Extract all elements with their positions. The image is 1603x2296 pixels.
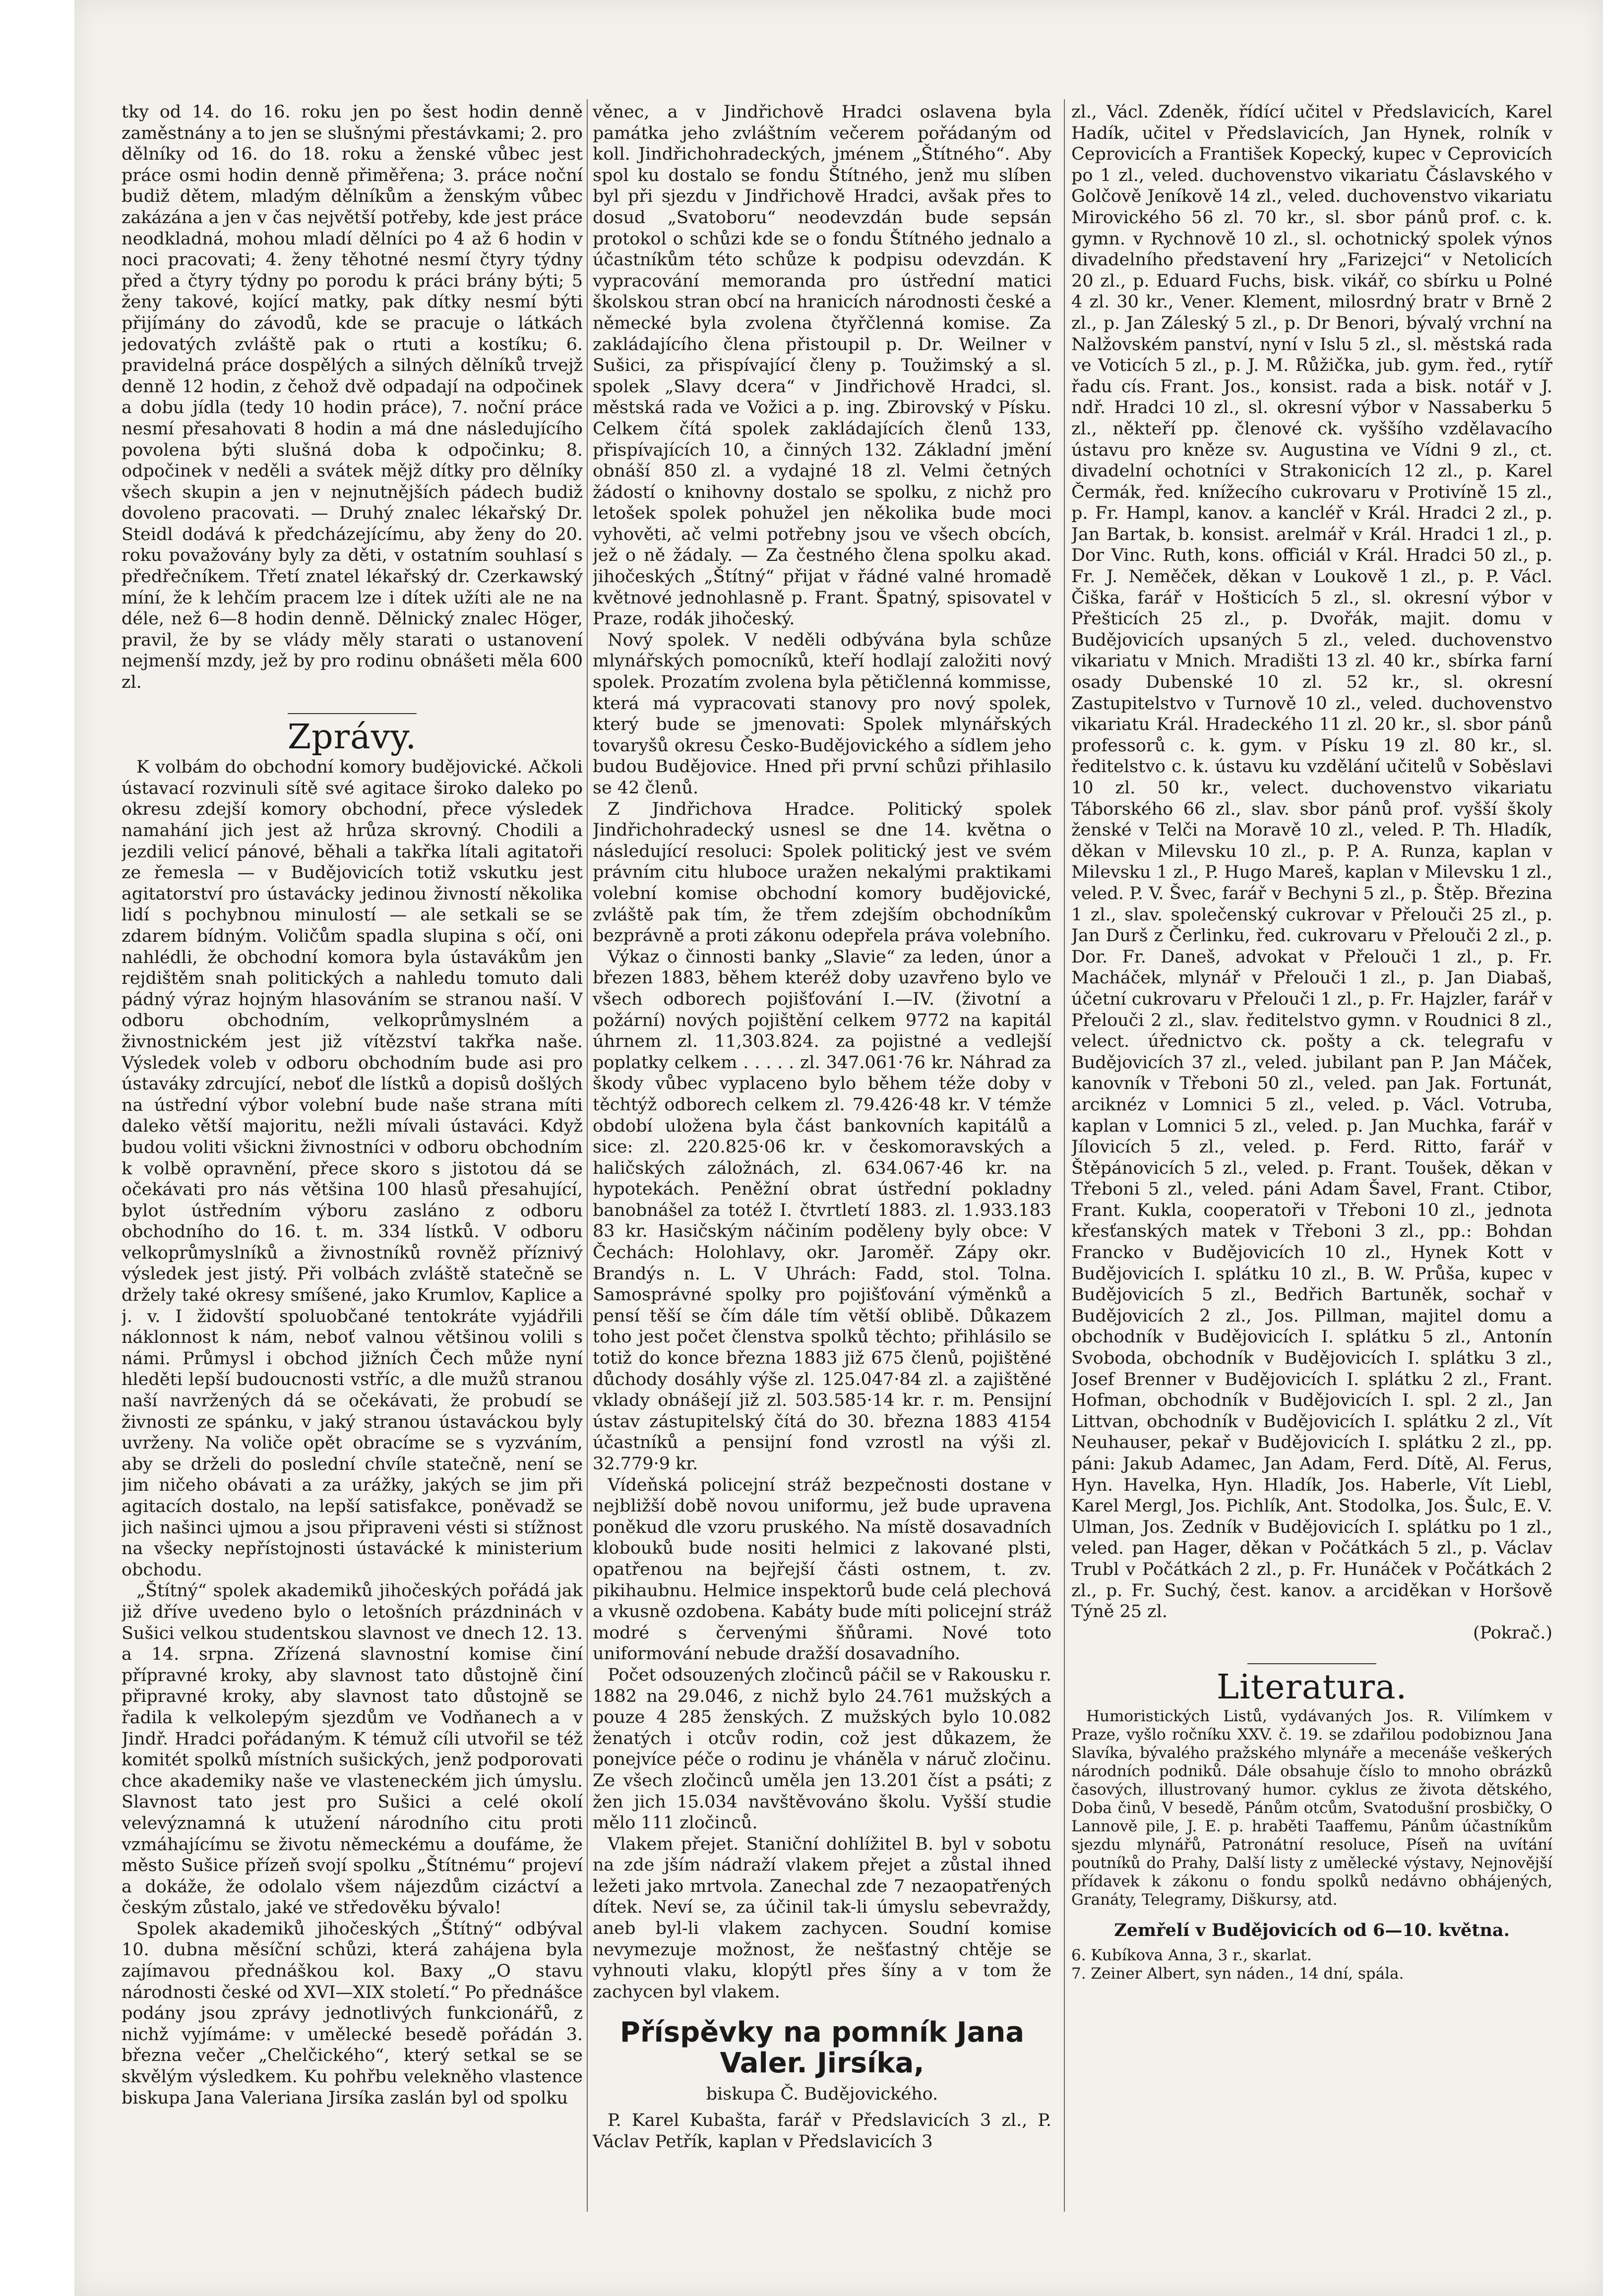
article-paragraph: Humoristických Listů, vydávaných Jos. R. Vilímkem v Praze, vyšlo ročníku XXV. č. 19. se zdařilou podobiznou Jana Slavíka, bývalého pražského mlynáře a mecenáše veškerých národních podniků. Dále obsahuje číslo to mnoho obrázků časových, illustrovaný humor. cyklus ze života dětského, Doba činů, V besedě, Pánům otcům, Svatodušní prosbičky, O Lannově pile, J. E. p. hraběti Taaffemu, Pánům účastníkům sjezdu mlynářů, Patronátní resoluce, Píseň na uvítání poutníků do Prahy, Další listy z umělecké výstavy, Nejnovější přídavek k zákonu o fondu spolků nedávno obhájených, Granáty, Telegramy, Diškursy, atd. bbox=[1071, 1707, 1552, 1909]
death-entry: 6. Kubíkova Anna, 3 r., skarlat. bbox=[1071, 1946, 1312, 1964]
article-paragraph: Z Jindřichova Hradce. Politický spolek Jindřichohradecký usnesl se dne 14. května o následující resoluci: Spolek politický jest ve svém právním citu hluboce uražen nekalými praktikami volební komise obchodní komory budějovické, zvláště pak tím, že třem zdejším obchodníkům bezprávně a proti zákonu odepřela práva volebního. bbox=[593, 799, 1051, 946]
article-paragraph: Počet odsouzených zločinců páčil se v Rakousku r. 1882 na 29.046, z nichž bylo 24.761 mužských a pouze 4 285 ženských. Z mužských bylo 10.082 ženatých i otcův rodin, což jest důkazem, že ponejvíce péče o rodinu je vháněla v náruč zločinu. Ze všech zločinců uměla jen 13.201 číst a psáti; z žen jich 15.034 navštěvováno školu. Vyšší studie mělo 111 zločinců. bbox=[593, 1665, 1051, 1833]
column-middle bbox=[593, 102, 1051, 2214]
article-paragraph: „Štítný“ spolek akademiků jihočeských pořádá jak již dříve uvedeno bylo o letošních prázdninách v Sušici velkou studentskou slavnost ve dnech 12. 13. a 14. srpna. Zřízená slavnostní komise činí přípravné kroky, aby slavnost tato důstojně činí připravné kroky, aby slavnost tato důstojně se řadila k velkolepým sjezdům ve Vodňanech a v Jindř. Hradci pořádaným. K témuž cíli utvořil se též komitét spolků místních sušických, jenž podporovati chce akademiky naše ve vlasteneckém jich úmyslu. Slavnost tato jest pro Sušici a celé okolí velevýznamná k utužení národního citu proti vzmáhajícímu se životu německému a doufáme, že město Sušice přízeň svojí spolku „Štítnému“ projeví a dokáže, že odolalo všem nájezdům cizáctví a českým zůstalo, jaké ve středověku bývalo! bbox=[122, 1581, 583, 1918]
divider bbox=[1247, 1663, 1376, 1664]
column-divider bbox=[587, 99, 588, 2212]
donations-subheading: biskupa Č. Budějovického. bbox=[706, 2084, 938, 2105]
article-paragraph: P. Karel Kubašta, farář v Předslavicích 3 zl., P. Václav Petřík, kaplan v Předslavicích 3 bbox=[593, 2111, 1051, 2152]
continuation-note: (Pokrač.) bbox=[1473, 1623, 1552, 1643]
article-paragraph: tky od 14. do 16. roku jen po šest hodin denně zaměstnány a to jen se slušnými přestávkami; 2. pro dělníky od 16. do 18. roku a ženské vůbec jest práce osmi hodin denně přiměřena; 3. práce noční budiž dětem, mladým dělníkům a ženským vůbec zakázána a jen v čas největší potřeby, kde jest práce neodkladná, mohou mladí dělníci po 4 až 6 hodin v noci pracovati; 4. ženy těhotné nesmí čtyry týdny před a čtyry týdny po porodu k práci brány býti; 5 ženy takové, kojící matky, pak dítky nesmí býti přijímány do závodů, kde se pracuje o látkách jedovatých zvláště pak o rtuti a kostíku; 6. pravidelná práce dospělých a silných dělníků trvejž denně 12 hodin, z čehož dvě odpadají na odpočinek a dobu jídla (tedy 10 hodin práce), 7. noční práce nesmí přesahovati 8 hodin a má dne následujícího povolena býti slušná doba k odpočinku; 8. odpočinek v neděli a svátek mějž dítky pro dělníky všech skupin a jen v nejnutnějších pádech budiž dovoleno pracovati. — Druhý znalec lékařský Dr. Steidl dodává k předcházejícímu, aby ženy do 20. roku považovány byly za děti, v ostatním souhlasí s předřečníkem. Třetí znatel lékařský dr. Czerkawský míní, že k lehčím pracem lze i dítek užíti ale ne na déle, než 6—8 hodin denně. Dělnický znalec Höger, pravil, že by se vlády měly starati o ustanovení nejmenší mzdy, jež by pro rodinu obnášeti měla 600 zl. bbox=[122, 102, 583, 693]
article-paragraph: Spolek akademiků jihočeských „Štítný“ odbýval 10. dubna měsíční schůzi, která zahájena byla zajímavou přednáškou kol. Baxy „O stavu národnosti české od XVI—XIX století.“ Po přednášce podány jsou zprávy jednotlivých funkcionářů, z nichž vyjímáme: v umělecké besedě pořádán 3. března večer „Chelčického“, který setkal se se skvělým výsledkem. Ku pohřbu velekněho vlastence biskupa Jana Valeriana Jirsíka zaslán byl od spolku bbox=[122, 1919, 583, 2108]
section-title: Literatura. bbox=[1216, 1668, 1408, 1707]
column-right bbox=[1071, 102, 1552, 2214]
divider bbox=[288, 713, 417, 714]
article-paragraph: Vlakem přejet. Staniční dohlížitel B. byl v sobotu na zde jším nádraží vlakem přejet a zůstal ihned ležeti jako mrtvola. Zanechal zde 7 nezaopatřených dítek. Neví se, za účinil tak-li úmyslu sebevraždy, aneb byl-li vlakem zachycen. Soudní komise nevymezuje možnost, že nešťastný chtěje se vyhnouti vlaku, klopýtl přes šíny a v tom že zachycen byl vlakem. bbox=[593, 1834, 1051, 2002]
section-title: Zprávy. bbox=[287, 717, 417, 757]
donations-heading: Příspěvky na pomník Jana Valer. Jirsíka, bbox=[619, 2016, 1025, 2080]
article-paragraph: Výkaz o činnosti banky „Slavie“ za leden, únor a březen 1883, během kteréž doby uzavřeno bylo ve všech odborech pojišťování I.—IV. (životní a požární) nových pojištění celkem 9772 na kapitál úhrnem zl. 11,303.824. za pojistné a vedlejší poplatky celkem . . . . . zl. 347.061·76 kr. Náhrad za škody vůbec vyplaceno bylo během téže doby v těchtýž odborech celkem zl. 79.426·48 kr. V témže období uložena byla část bankovních kapitálů a sice: zl. 220.825·06 kr. v českomoravských a haličských záložnách, zl. 634.067·46 kr. na hypotekách. Peněžní obrat ústřední pokladny banobnášel za totéž I. čtvrtletí 1883. zl. 1.933.183 83 kr. Hasičským náčiním poděleny byly obce: V Čechách: Holohlavy, okr. Jaroměř. Zápy okr. Brandýs n. L. V Uhrách: Fadd, stol. Tolna. Samosprávné spolky pro pojišťování výměnků a pensí těší se čím dále tím větší oblibě. Důkazem toho jest počet členstva spolků těchto; přihlásilo se totiž do konce března 1883 již 675 členů, pojištěné důchody dosáhly výše zl. 125.047·84 zl. a zajištěné vklady obnášejí již zl. 503.585·14 kr. r. m. Pensijní ústav zástupitelský čítá do 30. března 1883 4154 účastníků a pensijní fond vzrostl na výši zl. 32.779·9 kr. bbox=[593, 947, 1051, 1474]
article-paragraph: věnec, a v Jindřichově Hradci oslavena byla památka jeho zvláštním večerem pořádaným od koll. Jindřichohradeckých, jménem „Štítného“. Aby spol ku dostalo se fondu Štítného, jenž mu slíben byl při sjezdu v Jindřichově Hradci, avšak přes to dosud „Svatoboru“ neodevzdán bude sepsán protokol o schůzi kde se o fondu Štítného jednalo a účastníkům této schůze k podpisu odevzdán. K vypracování memoranda pro ústřední matici školskou stran obcí na hranicích národnosti české a německé byla zvolena čtyřčlenná komise. Za zakládajícího člena přistoupil p. Dr. Weilner v Sušici, za přispívající členy p. Toužimský a sl. spolek „Slavy dcera“ v Jindřichově Hradci, sl. městská rada ve Vožici a p. ing. Zbirovský v Písku. Celkem čítá spolek zakládajících členů 133, přispívajících 10, a činných 132. Základní jmění obnáší 850 zl. a vydajné 18 zl. Velmi četných žádostí o knihovny dostalo se spolku, z nichž pro letošek spolek pohužel jen několika bude moci vyhověti, ač velmi potřebny jsou ve všech obcích, jež o ně žádaly. — Za čestného člena spolku akad. jihočeských „Štítný“ přijat v řádné valné hromadě květnové jednohlasně p. Frant. Špatný, spisovatel v Praze, rodák jihočeský. bbox=[593, 102, 1051, 629]
column-left bbox=[122, 102, 583, 2214]
article-paragraph: Nový spolek. V neděli odbývána byla schůze mlynářských pomocníků, kteří hodlají založiti nový spolek. Prozatím zvolena byla pětičlenná kommisse, která má vypracovati stanovy pro nový spolek, který bude se jmenovati: Spolek mlynářských tovaryšů okresu Česko-Budějovického a sídlem jeho budou Budějovice. Hned při první schůzi přihlasilo se 42 členů. bbox=[593, 630, 1051, 798]
article-paragraph: Vídeňská policejní stráž bezpečnosti dostane v nejbližší době novou uniformu, jež bude upravena poněkud dle vzoru pruského. Na místě dosavadních klobouků bude nositi helmici z lakované plsti, opatřenou na bejřejší části ostnem, t. zv. pikihaubnu. Helmice inspektorů bude celá plechová a vkusně ozdobena. Kabáty bude míti policejní stráž modré s červenými šňůrami. Nové toto uniformování nebude dražší dosavadního. bbox=[593, 1475, 1051, 1664]
article-paragraph: K volbám do obchodní komory budějovické. Ačkoli ústavací rozvinuli sítě své agitace široko daleko po okresu zdejší komory obchodní, přece výsledek namahání jich jest až hrůza skrovný. Chodili a jezdili velicí pánové, běhali a takřka lítali agitatoři ze řemesla — v Budějovicích totiž vskutku jest agitatorství pro ústavácky jedinou živností několika lidí s pochybnou minulostí — ale setkali se se zdarem bídným. Voličům spadla slupina s očí, oni nahlédli, že obchodní komora byla ústavákům jen rejdištěm snah politických a nahledu tomuto dali pádný výraz hojným hlasováním se stranou naší. V odboru obchodním, velkoprůmyslném a živnostnickém jest již vítězství takřka naše. Výsledek voleb v odboru obchodním bude asi pro ústaváky zdrcující, neboť dle lístků a dopisů došlých na ústřední výbor volební bude naše strana míti daleko větší majoritu, nežli mívali ústaváci. Když budou voliti všickni živnostníci v odboru obchodním k volbě opravnění, přece skoro s jistotou dá se očekávati pro nás většina 100 hlasů přesahující, bylot ústředním výboru zasláno z odboru obchodního do 16. t. m. 334 lístků. V odboru velkoprůmyslníků a živnostníků rovněž příznivý výsledek jest jistý. Při volbách zvláště statečně se držely také okresy smíšené, jako Krumlov, Kaplice a j. v. I židovští spoluobčané tentokráte vyjádřili náklonnost k nám, neboť valnou většinou volili s námi. Průmysl i obchod jižních Čech může nyní hleděti lepší budoucnosti vstříc, a dle mužů stranou naší navržených dá se očekávati, že probudí se živnosti ze spánku, v jaký stranou ústaváckou byly uvrženy. Na voliče opět obracíme se s vyzváním, aby se drželi do poslední chvíle statečně, není se jim ničeho obávati a za urážky, jakých se jim při agitacích dostalo, na lepší satisfakce, poněvadž se jich našinci ujmou a jsou připraveni vésti si stížnost na všecky nepřístojnosti ústavácké k ministerium obchodu. bbox=[122, 757, 583, 1580]
article-paragraph: zl., Václ. Zdeněk, řídící učitel v Předslavicích, Karel Hadík, učitel v Předslavicích, Jan Hynek, rolník v Ceprovicích a František Kopecký, kupec v Ceprovicích po 1 zl., veled. duchovenstvo vikariatu Čáslavského v Golčově Jeníkově 14 zl., veled. duchovenstvo vikariatu Mirovického 56 zl. 70 kr., sl. sbor pánů prof. c. k. gymn. v Rychnově 10 zl., sl. ochotnický spolek výnos divadelního představení hry „Farizejci“ v Netolicích 20 zl., p. Eduard Fuchs, bisk. vikář, co sbírku u Polné 4 zl. 30 kr., Vener. Klement, milosrdný bratr v Brně 2 zl., p. Jan Záleský 5 zl., p. Dr Benori, bývalý vrchní na Nalžovském panství, nyní v Islu 5 zl., sl. městská rada ve Voticích 5 zl., p. J. M. Růžička, jub. gym. řed., rytíř řadu cís. Frant. Jos., konsist. rada a bisk. notář v J. ndř. Hradci 10 zl., sl. okresní výbor v Nassaberku 5 zl., někteří pp. členové ck. vyššího vzdělavacího ústavu pro kněze sv. Augustina ve Vídni 9 zl., ct. divadelní ochotníci v Strakonicích 12 zl., p. Karel Čermák, řed. knížecího cukrovaru v Protivíně 15 zl., p. Fr. Hampl, kanov. a kancléř v Král. Hradci 2 zl., p. Jan Bartak, b. konsist. arelmář v Král. Hradci 1 zl., p. Dor Vinc. Ruth, kons. officiál v Král. Hradci 50 zl., p. Fr. J. Neměček, děkan v Loukově 1 zl., p. P. Václ. Čiška, farář v Hošticích 5 zl., sl. okresní výbor v Přešticích 25 zl., p. Dvořák, majit. domu v Budějovicích upsaných 5 zl., veled. duchovenstvo vikariatu v Mnich. Mradišti 13 zl. 40 kr., sbírka farní osady Dubenské 10 zl. 52 kr., sl. okresní Zastupitelstvo v Turnově 10 zl., veled. duchovenstvo vikariatu Král. Hradeckého 11 zl. 20 kr., sl. sbor pánů professorů c. k. gym. v Písku 19 zl. 80 kr., sl. ředitelstvo c. k. ústavu ku vzdělání učitelů v Soběslavi 10 zl. 50 kr., velect. duchovenstvo vikariatu Táborského 66 zl., slav. sbor pánů prof. vyšší školy ženské v Telči na Moravě 10 zl., veled. P. Th. Hladík, děkan v Milevsku 10 zl., p. P. A. Runza, kaplan v Milevsku 1 zl., P. Hugo Mareš, kaplan v Milevsku 1 zl., veled. P. V. Švec, farář v Bechyni 5 zl., p. Štěp. Březina 1 zl., slav. společenský cukrovar v Přelouči 25 zl., p. Jan Durš z Čerlinku, řed. cukrovaru v Přelouči 2 zl., p. Dor. Fr. Daneš, advokat v Přelouči 1 zl., p. Fr. Macháček, mlynář v Přelouči 1 zl., p. Jan Diabaš, účetní cukrovaru v Přelouči 1 zl., p. Fr. Hajzler, farář v Přelouči 2 zl., slav. ředitelstvo gymn. v Roudnici 8 zl., velect. úřednictvo ck. pošty a ck. telegrafu v Budějovicích 37 zl., veled. jubilant pan P. Jan Máček, kanovník v Třeboni 50 zl., veled. pan Jak. Fortunát, arciknéz v Lomnici 5 zl., veled. p. Václ. Votruba, kaplan v Lomnici 5 zl., veled. p. Jan Muchka, farář v Jílovicích 5 zl., veled. p. Ferd. Ritto, farář v Štěpánovicích 5 zl., veled. p. Frant. Toušek, děkan v Třeboni 5 zl., veled. páni Adam Šavel, Frant. Ctibor, Frant. Kukla, cooperatoři v Třeboni 10 zl., jednota křesťanských matek v Třeboni 3 zl., pp.: Bohdan Francko v Budějovicích 10 zl., Hynek Kott v Budějovicích I. splátku 10 zl., B. W. Průša, kupec v Budějovicích 5 zl., Bedřich Bartuněk, sochař v Budějovicích 2 zl., Jos. Pillman, majitel domu a obchodník v Budějovicích I. splátku 5 zl., Antonín Svoboda, obchodník v Budějovicích I. splátku 3 zl., Josef Brenner v Budějovicích I. splátku 2 zl., Frant. Hofman, obchodník v Budějovicích I. spl. 2 zl., Jan Littvan, obchodník v Budějovicích I. splátku 2 zl., Vít Neuhauser, pekař v Budějovicích I. splátku 2 zl., pp. páni: Jakub Adamec, Jan Adam, Ferd. Dítě, Al. Ferus, Hyn. Havelka, Hyn. Hladík, Jos. Haberle, Vít Liebl, Karel Mergl, Jos. Pichlík, Ant. Stodolka, Jos. Šulc, E. V. Ulman, Jos. Zedník v Budějovicích I. splátku po 1 zl., veled. pan Hager, děkan v Počátkách 5 zl., p. Václav Trubl v Počátkách 2 zl., p. Fr. Hunáček v Počátkách 2 zl., p. Fr. Suchý, čest. kanov. a arciděkan v Horšově Týně 25 zl. bbox=[1071, 102, 1552, 1622]
death-entry: 7. Zeiner Albert, syn náden., 14 dní, spála. bbox=[1071, 1964, 1404, 1983]
column-divider bbox=[1064, 99, 1065, 2212]
deaths-heading: Zemřelí v Budějovicích od 6—10. května. bbox=[1114, 1920, 1510, 1940]
